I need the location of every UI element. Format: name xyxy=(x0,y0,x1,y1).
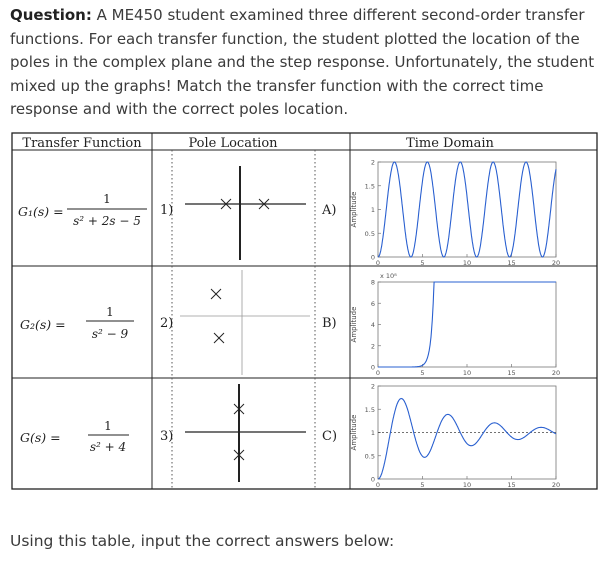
y-tick-label: 0 xyxy=(370,363,375,372)
tf-lhs: G₁(s) = xyxy=(18,204,64,219)
y-tick-label: 0.5 xyxy=(364,452,375,461)
tf-numerator: 1 xyxy=(104,419,112,433)
y-tick-label: 1 xyxy=(370,429,375,437)
plot-frame xyxy=(378,162,556,257)
tf-numerator: 1 xyxy=(103,192,111,206)
pole-plot-1 xyxy=(185,166,306,260)
time-label-A: A) xyxy=(322,203,337,218)
pole-label-2: 2) xyxy=(160,316,174,331)
time-label-C: C) xyxy=(322,429,338,444)
y-tick-label: 2 xyxy=(370,382,375,391)
x-tick-label: 15 xyxy=(507,259,516,267)
question-label: Question: xyxy=(10,6,92,24)
tf-denominator: s² + 2s − 5 xyxy=(73,214,141,228)
response-curve xyxy=(378,399,556,480)
tf-lhs: G(s) = xyxy=(20,430,61,445)
x-tick-label: 5 xyxy=(420,481,425,489)
tf-denominator: s² + 4 xyxy=(89,440,127,454)
step-response-plot-B xyxy=(350,272,560,377)
x-tick-label: 5 xyxy=(420,369,425,377)
pole-label-3: 3) xyxy=(160,429,174,444)
y-axis-exponent: x 10⁸ xyxy=(380,272,397,280)
y-tick-label: 0 xyxy=(370,475,375,484)
y-axis-label: Amplitude xyxy=(350,191,358,228)
step-response-plot-A xyxy=(350,159,560,268)
step-response-plot-C xyxy=(350,383,560,490)
x-tick-label: 10 xyxy=(462,369,472,377)
x-tick-label: 10 xyxy=(462,481,472,489)
tf-row-3 xyxy=(20,419,129,454)
dotted-separators xyxy=(172,150,315,489)
y-axis-label: Amplitude xyxy=(350,414,358,451)
footer-instruction: Using this table, input the correct answers below: xyxy=(10,532,395,550)
pole-marker xyxy=(214,333,224,343)
tf-denominator: s² − 9 xyxy=(91,327,129,341)
x-tick-label: 20 xyxy=(551,369,561,377)
pole-label-1: 1) xyxy=(160,203,174,218)
x-tick-label: 20 xyxy=(551,481,561,489)
header-pole-location: Pole Location xyxy=(188,136,278,151)
x-tick-label: 10 xyxy=(462,259,472,267)
y-axis-label: Amplitude xyxy=(350,306,358,343)
header-transfer-function: Transfer Function xyxy=(22,136,142,151)
time-label-B: B) xyxy=(322,316,337,331)
x-tick-label: 15 xyxy=(507,369,516,377)
x-tick-label: 0 xyxy=(375,369,381,377)
y-tick-label: 8 xyxy=(370,278,375,287)
y-tick-label: 1.5 xyxy=(364,405,375,414)
plot-frame xyxy=(378,282,556,367)
x-tick-label: 0 xyxy=(375,259,381,267)
question-body: A ME450 student examined three different second-order transfer functions. For each transfer function, the student plotted the location of the poles in the complex plane and the step response. Unfortunately, the student mixed up the graphs! Match the transfer function with the correct time response and with the correct poles location. xyxy=(10,6,595,119)
y-tick-label: 0 xyxy=(370,253,375,262)
y-tick-label: 1.5 xyxy=(364,182,375,191)
y-tick-label: 6 xyxy=(370,299,375,308)
pole-plot-3 xyxy=(185,384,306,482)
y-tick-label: 2 xyxy=(370,158,375,167)
y-tick-label: 2 xyxy=(370,342,375,351)
tf-numerator: 1 xyxy=(106,305,114,319)
y-tick-label: 4 xyxy=(370,321,375,329)
x-tick-label: 0 xyxy=(375,481,381,489)
response-curve xyxy=(378,162,556,257)
y-tick-label: 1 xyxy=(370,206,375,214)
x-tick-label: 5 xyxy=(420,259,425,267)
response-curve xyxy=(378,282,556,367)
y-tick-label: 0.5 xyxy=(364,229,375,238)
tf-lhs: G₂(s) = xyxy=(20,317,66,332)
header-time-domain: Time Domain xyxy=(406,136,494,151)
tf-row-1 xyxy=(18,192,147,228)
x-tick-label: 15 xyxy=(507,481,516,489)
pole-marker xyxy=(211,289,221,299)
pole-plot-2 xyxy=(180,270,310,375)
x-tick-label: 20 xyxy=(551,259,561,267)
tf-row-2 xyxy=(20,305,134,341)
